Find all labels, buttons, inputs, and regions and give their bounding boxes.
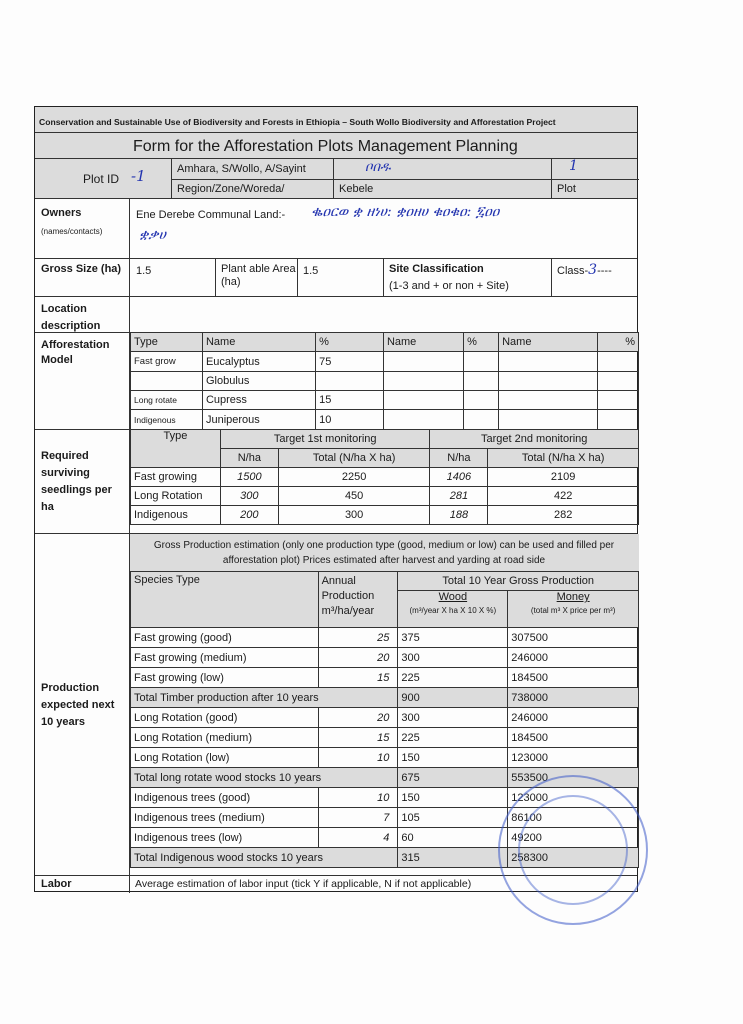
table-row: [131, 708, 639, 728]
seedling-t2: 2109: [488, 468, 639, 487]
table-row: [131, 487, 639, 506]
model-pct: 10: [316, 410, 384, 430]
seedling-n1: 300: [220, 487, 278, 506]
annual-production: 10: [318, 788, 398, 808]
model-type: Indigenous: [131, 410, 203, 430]
wood-header: Wood: [438, 591, 468, 603]
stamp-inner-ring: [518, 795, 628, 905]
species-name: Fast growing (good): [131, 628, 319, 648]
annual-production: 15: [318, 668, 398, 688]
annual-header: Annual Production m³/ha/year: [318, 572, 398, 628]
money-value: 86100: [508, 808, 639, 828]
class-prefix: Class-: [557, 265, 589, 277]
total-row: [131, 688, 639, 708]
seedlings-table: [130, 429, 639, 525]
nha-header: N/ha: [430, 449, 488, 468]
wood-value: 225: [398, 728, 508, 748]
table-row: [131, 352, 639, 372]
wood-value: 150: [398, 748, 508, 768]
money-value: 246000: [508, 708, 639, 728]
afforestation-table: [130, 332, 639, 430]
plot-value: 1: [569, 158, 578, 174]
annual-production: 15: [318, 728, 398, 748]
annual-production: 25: [318, 628, 398, 648]
gross-size-row: [35, 259, 637, 297]
location-label: Location description: [41, 303, 101, 332]
production-note-box: [130, 534, 639, 572]
wood-header-cell: [398, 591, 508, 628]
site-class-sub: (1-3 and + or non + Site): [389, 280, 509, 292]
seedling-n1: 200: [220, 506, 278, 525]
production-note: Gross Production estimation (only one production type (good, medium or low) can be used and filled per afforestation plot) Prices estimated after harvest and yarding at road side: [153, 540, 615, 566]
money-value: 123000: [508, 748, 639, 768]
target-1-header: Target 1st monitoring: [220, 430, 430, 449]
labor-label: Labor: [41, 878, 72, 890]
table-row: [131, 748, 639, 768]
table-row: [131, 628, 639, 648]
money-value: 49200: [508, 828, 639, 848]
table-row: [131, 728, 639, 748]
nha-header: N/ha: [220, 449, 278, 468]
seedling-t2: 422: [488, 487, 639, 506]
seedlings-type-header: Type: [131, 430, 221, 468]
species-header: Species Type: [131, 572, 319, 628]
col-name-3: Name: [499, 333, 598, 352]
afforestation-label: Afforestation Model: [41, 339, 110, 366]
species-name: Indigenous trees (medium): [131, 808, 319, 828]
location-row: [35, 297, 637, 333]
species-name: Long Rotation (medium): [131, 728, 319, 748]
kebele-value: ቦበዱ: [365, 160, 391, 175]
divider: [383, 259, 384, 297]
table-row: [131, 410, 639, 430]
seedling-t1: 300: [278, 506, 430, 525]
wood-value: 300: [398, 648, 508, 668]
seedling-n2: 281: [430, 487, 488, 506]
annual-production: 4: [318, 828, 398, 848]
owners-label: Owners: [41, 207, 82, 219]
owners-row: [35, 199, 637, 259]
divider: [551, 159, 552, 199]
gross-size-label: Gross Size (ha): [41, 263, 122, 275]
wood-value: 900: [398, 688, 508, 708]
production-label: Production expected next 10 years: [41, 682, 115, 728]
gross-size-value: 1.5: [136, 265, 152, 277]
seedling-n1: 1500: [220, 468, 278, 487]
annual-production: 20: [318, 708, 398, 728]
afforestation-header-row: [131, 333, 639, 352]
seedling-t1: 2250: [278, 468, 430, 487]
annual-production: 10: [318, 748, 398, 768]
divider: [171, 179, 639, 180]
seedling-type: Long Rotation: [131, 487, 221, 506]
col-pct-2: %: [464, 333, 499, 352]
seedling-n2: 1406: [430, 468, 488, 487]
seedling-type: Indigenous: [131, 506, 221, 525]
official-stamp: [498, 775, 648, 925]
class-value: 3: [588, 262, 598, 278]
money-value: 246000: [508, 648, 639, 668]
total-label: Total Timber production after 10 years: [131, 688, 398, 708]
divider: [333, 159, 334, 199]
plot-label: Plot: [557, 183, 576, 195]
species-name: Fast growing (low): [131, 668, 319, 688]
species-name: Long Rotation (low): [131, 748, 319, 768]
species-name: Indigenous trees (low): [131, 828, 319, 848]
class-suffix: ----: [597, 265, 612, 277]
site-class-label: Site Classification: [389, 263, 484, 275]
table-row: [131, 668, 639, 688]
plot-id-row: [35, 159, 637, 199]
plot-id-label: Plot ID: [83, 172, 120, 186]
wood-value: 315: [398, 848, 508, 868]
wood-value: 300: [398, 708, 508, 728]
project-title: Conservation and Sustainable Use of Biodiversity and Forests in Ethiopia – South Wollo Biodiversity and Afforestation Project: [39, 117, 556, 127]
plot-id-value: -1: [131, 167, 146, 185]
col-pct-3: %: [597, 333, 638, 352]
money-value: 738000: [508, 688, 639, 708]
model-type: Fast grow: [131, 352, 203, 372]
model-type: Long rotate: [131, 391, 203, 410]
species-name: Indigenous trees (good): [131, 788, 319, 808]
money-value: 184500: [508, 728, 639, 748]
seedling-n2: 188: [430, 506, 488, 525]
divider: [129, 199, 130, 259]
table-row: [131, 506, 639, 525]
money-value: 123000: [508, 788, 639, 808]
owners-handwriting-2: ቋቃሀ: [139, 227, 166, 243]
total-label: Total Indigenous wood stocks 10 years: [131, 848, 398, 868]
afforestation-model-row: [35, 333, 637, 430]
model-name: Eucalyptus: [202, 352, 315, 372]
species-name: Long Rotation (good): [131, 708, 319, 728]
wood-value: 60: [398, 828, 508, 848]
col-type: Type: [131, 333, 203, 352]
wood-value: 150: [398, 788, 508, 808]
wood-sub: (m³/year X ha X 10 X %): [409, 606, 497, 615]
seedlings-row: [35, 430, 637, 534]
model-name: Cupress: [202, 391, 315, 410]
form-title: Form for the Afforestation Plots Management Planning: [133, 138, 518, 155]
divider: [129, 297, 130, 333]
labor-text: Average estimation of labor input (tick Y if applicable, N if not applicable): [135, 878, 472, 890]
target-2-header: Target 2nd monitoring: [430, 430, 639, 449]
project-header-row: [35, 107, 637, 133]
model-pct: 75: [316, 352, 384, 372]
divider: [297, 259, 298, 297]
class-label: [557, 264, 612, 278]
owners-value: Ene Derebe Communal Land:-: [136, 209, 286, 221]
production-header-row: [131, 572, 639, 591]
money-header: Money: [556, 591, 590, 603]
seedling-type: Fast growing: [131, 468, 221, 487]
table-row: [131, 648, 639, 668]
money-value: 307500: [508, 628, 639, 648]
wood-value: 375: [398, 628, 508, 648]
table-row: [131, 391, 639, 410]
species-name: Fast growing (medium): [131, 648, 319, 668]
afforestation-form: [34, 106, 638, 892]
money-value: 258300: [508, 848, 639, 868]
kebele-label: Kebele: [339, 183, 374, 195]
form-title-row: [35, 133, 637, 159]
seedling-t2: 282: [488, 506, 639, 525]
plantable-value: 1.5: [303, 265, 319, 277]
money-value: 184500: [508, 668, 639, 688]
total-header: Total (N/ha X ha): [488, 449, 639, 468]
seedling-t1: 450: [278, 487, 430, 506]
divider: [551, 259, 552, 297]
total-label: Total long rotate wood stocks 10 years: [131, 768, 398, 788]
annual-production: 20: [318, 648, 398, 668]
money-sub: (total m³ X price per m³): [530, 606, 616, 615]
region-label: Region/Zone/Woreda/: [177, 183, 285, 195]
col-name-2: Name: [383, 333, 463, 352]
table-row: [131, 372, 639, 391]
col-pct: %: [316, 333, 384, 352]
owners-handwriting-1: ቈዐርወ ቋ ዘነሀ: ቋዐዘሀ ቁዐቁዐ: ፯ዐዐ: [311, 204, 500, 220]
plantable-label: Plant able Area (ha): [221, 263, 296, 288]
table-row: [131, 468, 639, 487]
money-value: 553500: [508, 768, 639, 788]
divider: [215, 259, 216, 297]
money-header-cell: [508, 591, 639, 628]
owners-sublabel: (names/contacts): [41, 227, 103, 236]
total-production-header: Total 10 Year Gross Production: [398, 572, 639, 591]
wood-value: 105: [398, 808, 508, 828]
model-name: Globulus: [202, 372, 315, 391]
wood-value: 225: [398, 668, 508, 688]
total-header: Total (N/ha X ha): [278, 449, 430, 468]
divider: [129, 259, 130, 297]
seedlings-header-row: [131, 430, 639, 449]
seedlings-label: Required surviving seedlings per ha: [41, 450, 112, 513]
wood-value: 675: [398, 768, 508, 788]
annual-production: 7: [318, 808, 398, 828]
model-pct: 15: [316, 391, 384, 410]
region-value: Amhara, S/Wollo, A/Sayint: [177, 163, 306, 175]
divider: [129, 876, 130, 893]
model-name: Juniperous: [202, 410, 315, 430]
col-name: Name: [202, 333, 315, 352]
